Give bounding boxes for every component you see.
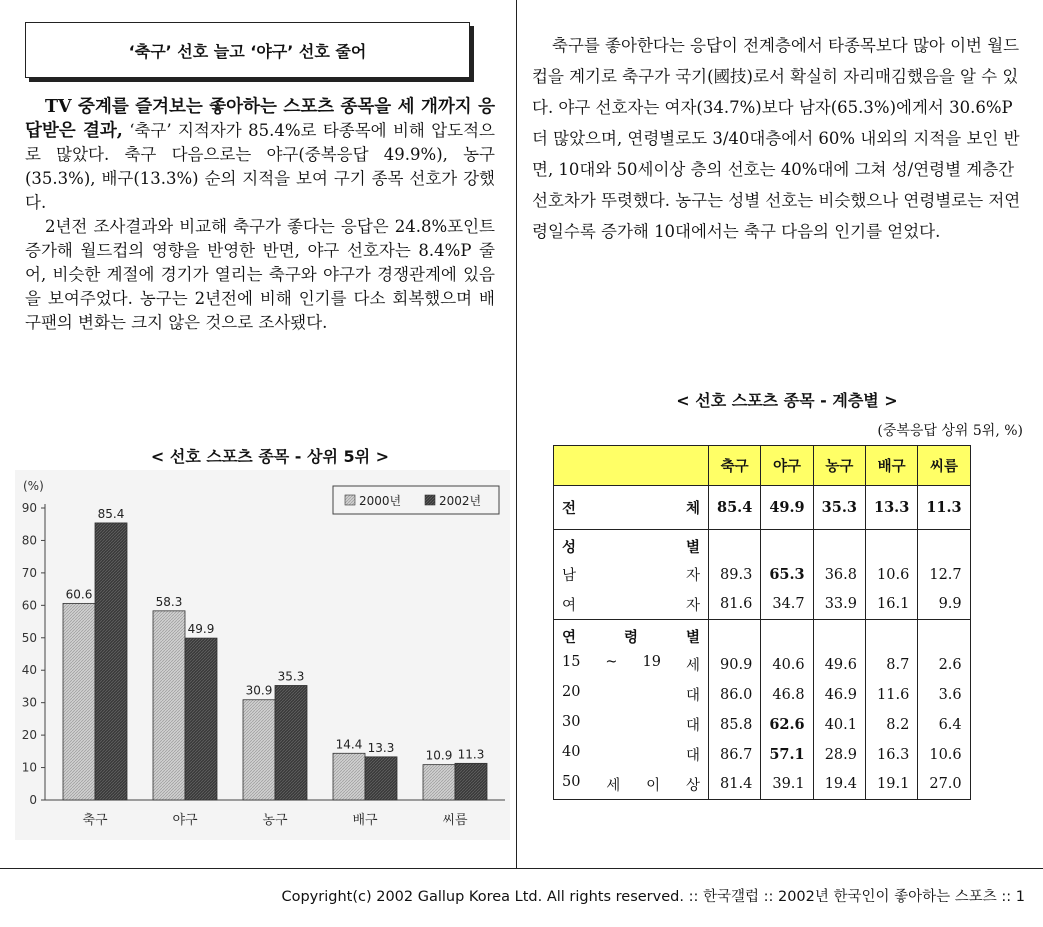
row-label: 30 대 xyxy=(562,714,700,734)
x-tick-label: 배구 xyxy=(352,813,378,828)
table-row xyxy=(554,740,971,770)
table-row xyxy=(554,560,971,590)
data-label: 49.9 xyxy=(187,622,215,637)
bar-2000년-농구 xyxy=(243,700,275,800)
cell: 19.1 xyxy=(865,770,917,800)
y-tick-label: 30 xyxy=(21,695,37,710)
cell: 36.8 xyxy=(813,560,865,590)
cell: 90.9 xyxy=(709,650,761,680)
bar-2002년-축구 xyxy=(95,523,127,800)
column-divider xyxy=(516,0,517,868)
cell: 35.3 xyxy=(813,486,865,530)
cell: 40.6 xyxy=(761,650,813,680)
y-tick-label: 0 xyxy=(29,793,37,807)
cell: 27.0 xyxy=(918,770,970,800)
table-row xyxy=(554,710,971,740)
cell: 81.4 xyxy=(709,770,761,800)
headline-box xyxy=(25,22,470,78)
cell: 39.1 xyxy=(761,770,813,800)
cell: 6.4 xyxy=(918,710,970,740)
paragraph-1-lead: TV 중계를 즐겨보는 좋아하는 스포츠 종목을 세 개까지 응답받은 결과, xyxy=(25,97,495,141)
cell: 2.6 xyxy=(918,650,970,680)
bar-2000년-배구 xyxy=(333,753,365,800)
bar-2002년-씨름 xyxy=(455,763,487,800)
data-label: 85.4 xyxy=(97,506,125,521)
cell: 65.3 xyxy=(761,560,813,590)
data-label: 30.9 xyxy=(245,683,273,698)
row-label: 연 령 별 xyxy=(562,629,700,647)
bar-chart xyxy=(15,470,510,840)
header-cell: 배구 xyxy=(865,446,917,486)
cell: 19.4 xyxy=(813,770,865,800)
table-header-row xyxy=(554,446,971,486)
data-label: 11.3 xyxy=(457,747,485,762)
left-body xyxy=(25,95,495,335)
paragraph-1 xyxy=(25,95,495,215)
cell: 33.9 xyxy=(813,590,865,620)
data-label: 58.3 xyxy=(155,594,183,609)
y-tick-label: 90 xyxy=(21,501,37,515)
x-tick-label: 씨름 xyxy=(442,813,468,828)
bar-2002년-농구 xyxy=(275,685,307,800)
right-paragraph xyxy=(532,30,1022,247)
cell: 8.2 xyxy=(865,710,917,740)
table-row-age-label xyxy=(554,620,971,650)
y-axis-label: (%) xyxy=(23,479,44,493)
row-label: 성 별 xyxy=(562,539,700,557)
data-label: 10.9 xyxy=(425,748,453,763)
legend-label: 2000년 xyxy=(359,494,402,508)
cell: 10.6 xyxy=(865,560,917,590)
table-row-total xyxy=(554,486,971,530)
headline: ‘축구’ 선호 늘고 ‘야구’ 선호 줄어 xyxy=(128,41,367,61)
cell: 85.4 xyxy=(709,486,761,530)
header-cell: 야구 xyxy=(761,446,813,486)
table-note: (중복응답 상위 5위, %) xyxy=(877,423,1023,439)
right-body xyxy=(532,30,1022,247)
table-row xyxy=(554,590,971,620)
cell: 57.1 xyxy=(761,740,813,770)
row-label: 15 ~ 19 세 xyxy=(562,654,700,674)
table-row xyxy=(554,680,971,710)
y-tick-label: 60 xyxy=(21,598,37,613)
paragraph-2-text: 2년전 조사결과와 비교해 축구가 좋다는 응답은 24.8%포인트 증가해 월드컵의 영향을 반영한 반면, 야구 선호자는 8.4%P 줄어, 비슷한 계절에 경기가 열리는 축구와 야구가 경쟁관계에 있음을 보여주었다. 농구는 2년전에 비해 인기를 다소 회복했으며 배구팬의 변화는 크지 않은 것으로 조사됐다. xyxy=(25,217,495,332)
cell: 86.7 xyxy=(709,740,761,770)
footer-copyright: Copyright(c) 2002 Gallup Korea Ltd. All rights reserved. :: 한국갤럽 :: 2002년 한국인이 좋아하는 스포츠 :: 1 xyxy=(281,889,1025,905)
data-label: 35.3 xyxy=(277,669,305,684)
cell: 12.7 xyxy=(918,560,970,590)
header-cell: 농구 xyxy=(813,446,865,486)
x-tick-label: 축구 xyxy=(82,813,108,828)
cell: 3.6 xyxy=(918,680,970,710)
cell: 49.9 xyxy=(761,486,813,530)
bar-2002년-야구 xyxy=(185,638,217,800)
row-label: 여 자 xyxy=(554,590,709,620)
table-title: < 선호 스포츠 종목 - 계층별 > xyxy=(676,391,898,410)
row-label: 40 대 xyxy=(562,744,700,764)
table-row xyxy=(554,770,971,800)
bar-2002년-배구 xyxy=(365,757,397,800)
bar-2000년-씨름 xyxy=(423,765,455,800)
header-cell: 축구 xyxy=(709,446,761,486)
cell: 40.1 xyxy=(813,710,865,740)
row-label: 20 대 xyxy=(562,684,700,704)
legend-swatch xyxy=(345,495,355,505)
y-tick-label: 50 xyxy=(21,630,37,645)
header-cell: 씨름 xyxy=(918,446,970,486)
row-label: 50 세 이 상 xyxy=(562,773,700,794)
preference-table xyxy=(553,445,971,800)
data-label: 13.3 xyxy=(367,740,395,755)
cell: 34.7 xyxy=(761,590,813,620)
x-tick-label: 야구 xyxy=(172,813,198,828)
table-row xyxy=(554,650,971,680)
cell: 16.3 xyxy=(865,740,917,770)
data-label: 60.6 xyxy=(65,587,93,602)
legend-swatch xyxy=(425,495,435,505)
bar-2000년-야구 xyxy=(153,611,185,800)
cell: 62.6 xyxy=(761,710,813,740)
cell: 11.3 xyxy=(918,486,970,530)
header-corner xyxy=(554,446,709,486)
data-label: 14.4 xyxy=(335,737,363,752)
table-row-gender-label xyxy=(554,530,971,560)
y-tick-label: 20 xyxy=(21,728,37,743)
cell: 13.3 xyxy=(865,486,917,530)
cell: 86.0 xyxy=(709,680,761,710)
paragraph-2 xyxy=(25,215,495,335)
right-paragraph-text: 축구를 좋아한다는 응답이 전계층에서 타종목보다 많아 이번 월드컵을 계기로 축구가 국기(國技)로서 확실히 자리매김했음을 알 수 있다. 야구 선호자는 여자(34.7%)보다 남자(65.3%)에게서 30.6%P 더 많았으며, 연령별로도 3/40대층에서 60% 내외의 지적을 보인 반면, 10대와 50세이상 층의 선호는 40%대에 그쳐 성/연령별 계층간 선호차가 뚜렷했다. 농구는 성별 선호는 비슷했으나 연령별로는 저연령일수록 증가해 10대에서는 축구 다음의 인기를 얻었다. xyxy=(532,36,1021,241)
footer-divider xyxy=(0,868,1043,869)
y-tick-label: 70 xyxy=(21,565,37,580)
cell: 8.7 xyxy=(865,650,917,680)
x-tick-label: 농구 xyxy=(262,813,288,828)
cell: 46.8 xyxy=(761,680,813,710)
cell: 46.9 xyxy=(813,680,865,710)
chart-title: < 선호 스포츠 종목 - 상위 5위 > xyxy=(150,447,390,466)
cell: 9.9 xyxy=(918,590,970,620)
bar-2000년-축구 xyxy=(63,603,95,800)
cell: 10.6 xyxy=(918,740,970,770)
legend-label: 2002년 xyxy=(439,494,482,508)
cell: 28.9 xyxy=(813,740,865,770)
row-label: 전 체 xyxy=(554,486,709,530)
y-tick-label: 80 xyxy=(21,533,37,548)
y-tick-label: 40 xyxy=(21,663,37,678)
cell: 11.6 xyxy=(865,680,917,710)
row-label: 남 자 xyxy=(562,568,700,584)
cell: 89.3 xyxy=(709,560,761,590)
cell: 81.6 xyxy=(709,590,761,620)
cell: 16.1 xyxy=(865,590,917,620)
cell: 85.8 xyxy=(709,710,761,740)
paragraph-1-rest: ‘축구’ 지적자가 85.4%로 타종목에 비해 압도적으로 많았다. 축구 다음으로는 야구(중복응답 49.9%), 농구(35.3%), 배구(13.3%) 순의 지적을 보여 구기 종목 선호가 강했다. xyxy=(25,121,495,212)
cell: 49.6 xyxy=(813,650,865,680)
y-tick-label: 10 xyxy=(21,760,37,775)
